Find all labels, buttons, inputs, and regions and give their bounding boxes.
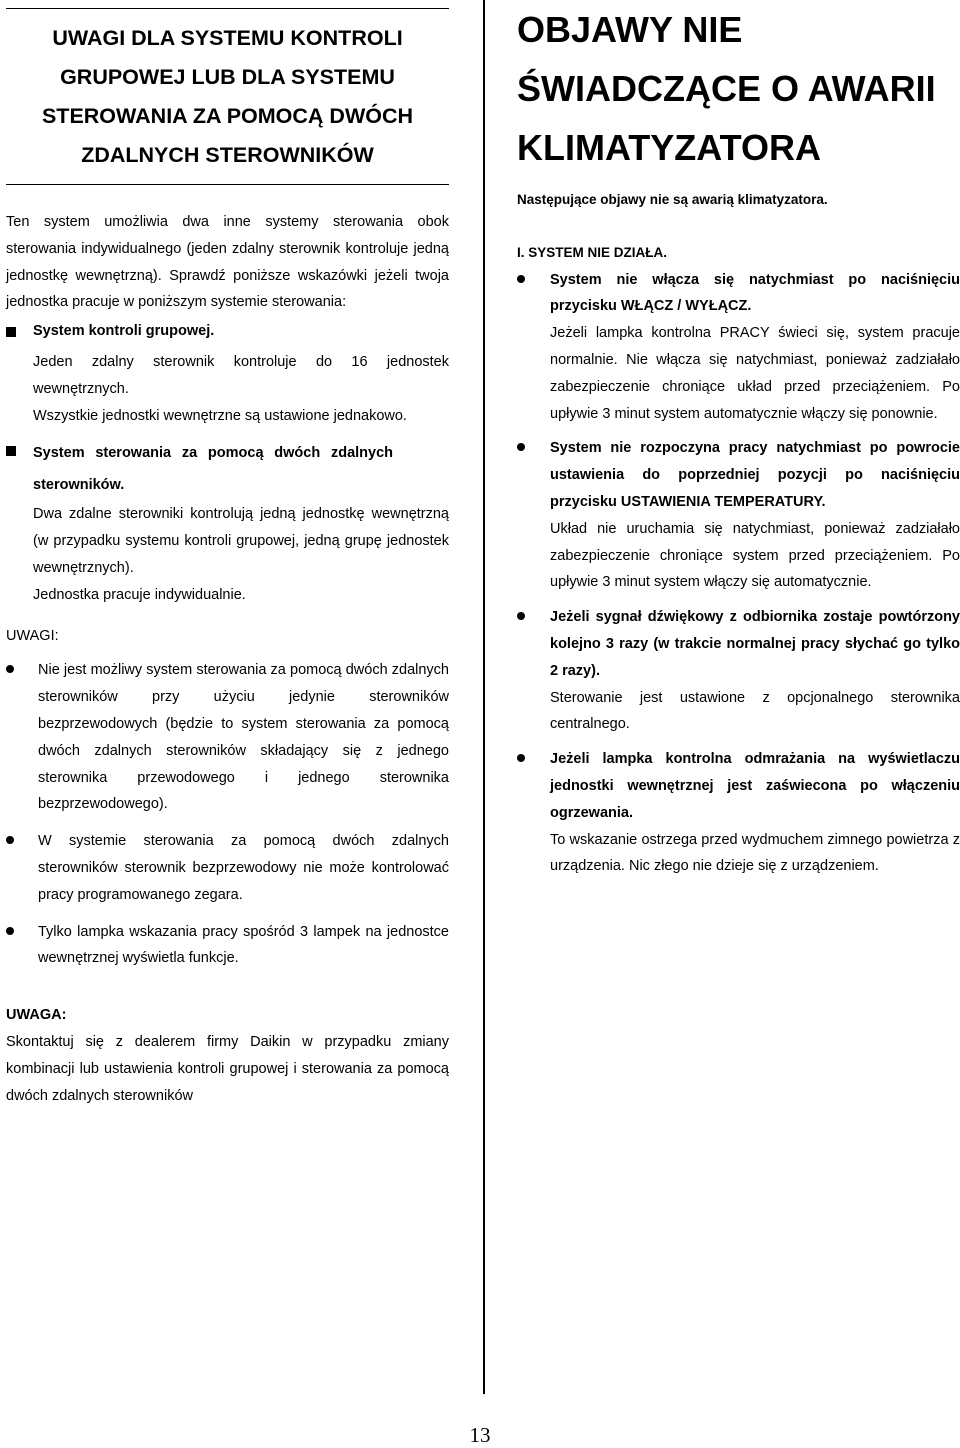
square-bullet-icon xyxy=(6,446,16,456)
symptom-item xyxy=(517,435,960,596)
title-rule-bottom xyxy=(6,184,449,185)
symptom-item xyxy=(517,746,960,880)
warning-block xyxy=(6,1002,449,1109)
warning-label: UWAGA: xyxy=(6,1007,67,1024)
right-subtitle: Następujące objawy nie są awarią klimatyzatora. xyxy=(517,192,828,207)
note-item: Tylko lampka wskazania pracy spośród 3 lampek na jednostce wewnętrznej wyświetla funkcje. xyxy=(6,919,449,973)
bullet-icon xyxy=(517,443,525,451)
note-item: Nie jest możliwy system sterowania za pomocą dwóch zdalnych sterowników przy użyciu jedynie sterowników bezprzewodowych (będzie to system sterowania za pomocą dwóch zdalnych sterowników składający się z jednego sterownika przewodowego i jednego sterownika bezprzewodowego). xyxy=(6,657,449,818)
symptom-text: Sterowanie jest ustawione z opcjonalnego sterownika centralnego. xyxy=(550,689,960,733)
left-column xyxy=(6,8,449,1109)
bullet-icon xyxy=(517,612,525,620)
right-section-title: OBJAWY NIE ŚWIADCZĄCE O AWARII KLIMATYZATORA xyxy=(517,9,936,168)
symptom-heading: Jeżeli sygnał dźwiękowy z odbiornika zostaje powtórzony kolejno 3 razy (w trakcie normalnej pracy słychać go tylko 2 razy). xyxy=(550,609,960,679)
symptom-text: Układ nie uruchamia się natychmiast, ponieważ zadziałało zabezpieczenie chroniące system przed przeciążeniem. Po upływie 3 minut system włączy się automatycznie. xyxy=(550,520,960,591)
right-column xyxy=(517,0,960,880)
system-heading: System kontroli grupowej. xyxy=(33,323,215,340)
symptom-heading: System nie włącza się natychmiast po naciśnięciu przycisku WŁĄCZ / WYŁĄCZ. xyxy=(550,271,960,315)
symptom-item xyxy=(517,604,960,738)
bullet-icon xyxy=(6,665,14,673)
symptom-item xyxy=(517,267,960,428)
notes-label: UWAGI: xyxy=(6,627,59,644)
bullet-icon xyxy=(6,927,14,935)
system-dual-remote xyxy=(6,437,449,608)
bullet-icon xyxy=(6,836,14,844)
note-item: W systemie sterowania za pomocą dwóch zdalnych sterowników sterownik bezprzewodowy nie może kontrolować pracy programowanego zegara. xyxy=(6,828,449,908)
system-line: Jeden zdalny sterownik kontroluje do 16 jednostek wewnętrznych. xyxy=(33,353,449,397)
bullet-icon xyxy=(517,275,525,283)
section-heading: I. SYSTEM NIE DZIAŁA. xyxy=(517,244,668,260)
system-heading: System sterowania za pomocą dwóch zdalnych sterowników. xyxy=(33,445,393,494)
system-line: Wszystkie jednostki wewnętrzne są ustawione jednakowo. xyxy=(33,407,407,424)
symptom-text: Jeżeli lampka kontrolna PRACY świeci się, system pracuje normalnie. Nie włącza się natychmiast, ponieważ zadziałało zabezpieczenie chroniące układ przed przeciążeniem. Po upływie 3 minut system automatycznie włączy się ponownie. xyxy=(550,325,960,422)
symptom-text: To wskazanie ostrzega przed wydmuchem zimnego powietrza z urządzenia. Nic złego nie dzieje się z urządzeniem. xyxy=(550,831,960,875)
symptom-heading: Jeżeli lampka kontrolna odmrażania na wyświetlaczu jednostki wewnętrznej jest zaświecona po włączeniu ogrzewania. xyxy=(550,751,960,821)
system-group-control xyxy=(6,318,449,429)
square-bullet-icon xyxy=(6,327,16,337)
left-section-title: UWAGI DLA SYSTEMU KONTROLI GRUPOWEJ LUB DLA SYSTEMU STEROWANIA ZA POMOCĄ DWÓCH ZDALNYCH STEROWNIKÓW xyxy=(41,26,414,167)
page-number: 13 xyxy=(469,1423,491,1447)
system-line: Dwa zdalne sterowniki kontrolują jedną jednostkę wewnętrzną (w przypadku systemu kontroli grupowej, jedną grupę jednostek wewnętrznych). xyxy=(33,506,449,576)
column-divider xyxy=(483,0,485,1394)
symptom-heading: System nie rozpoczyna pracy natychmiast po powrocie ustawienia do poprzedniej pozycji po naciśnięciu przycisku USTAWIENIA TEMPERATURY. xyxy=(550,440,960,510)
system-line: Jednostka pracuje indywidualnie. xyxy=(33,586,246,603)
bullet-icon xyxy=(517,754,525,762)
intro-paragraph: Ten system umożliwia dwa inne systemy sterowania obok sterowania indywidualnego (jeden zdalny sterownik kontroluje jedną jednostkę wewnętrzną). Sprawdź poniższe wskazówki jeżeli twoja jednostka pracuje w poniższym systemie sterowania: xyxy=(6,214,449,311)
warning-text: Skontaktuj się z dealerem firmy Daikin w przypadku zmiany kombinacji lub ustawienia kontroli grupowej i sterowania za pomocą dwóch zdalnych sterowników xyxy=(6,1033,449,1104)
